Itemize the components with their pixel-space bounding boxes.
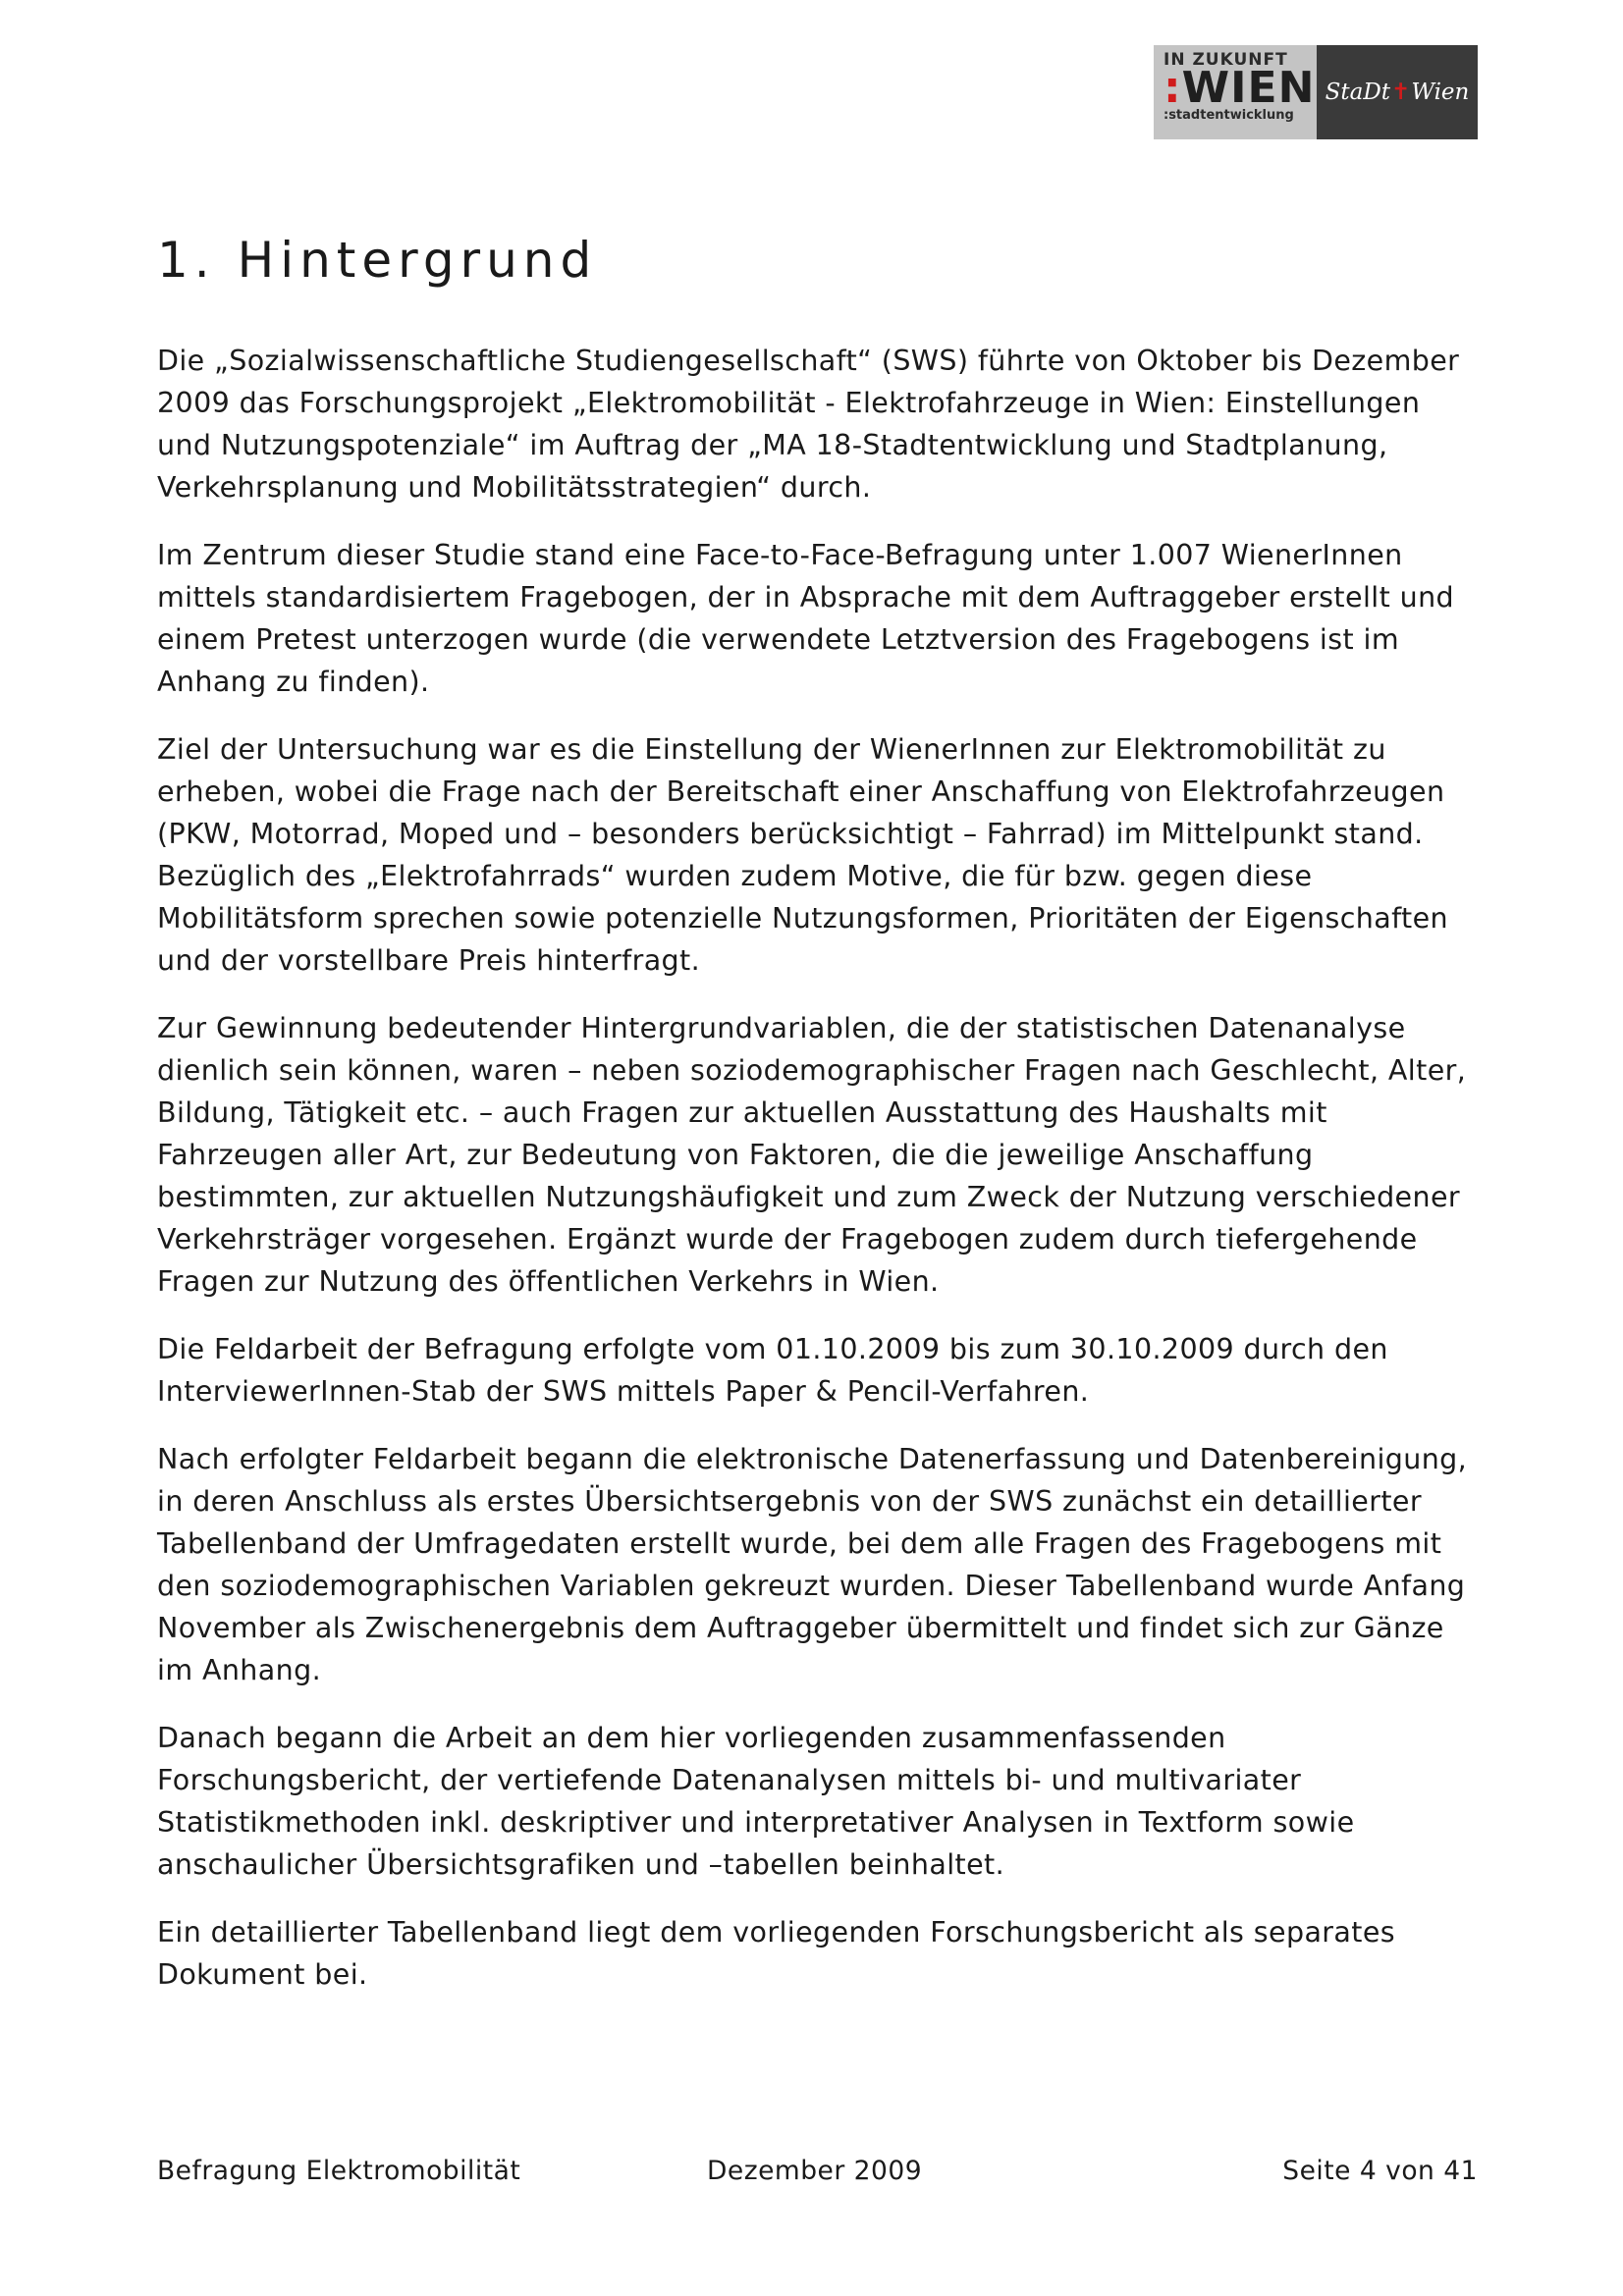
logo-line-zukunft: IN ZUKUNFT <box>1163 50 1288 70</box>
body-text <box>157 340 1483 2021</box>
logo-line-wien <box>1163 63 1316 113</box>
footer-page-number: Seite 4 von 41 <box>1282 2156 1478 2186</box>
logo-cross-icon: ✝ <box>1391 80 1411 105</box>
logo-stadt-text: StaDt <box>1325 80 1391 105</box>
footer-document-title: Befragung Elektromobilität <box>157 2156 521 2186</box>
section-heading: 1. Hintergrund <box>157 232 598 289</box>
footer-date: Dezember 2009 <box>707 2156 923 2186</box>
logo-line-stadtentwicklung: :stadtentwicklung <box>1163 108 1294 123</box>
logo-colon: : <box>1163 63 1182 113</box>
paragraph: Die „Sozialwissenschaftliche Studiengesellschaft“ (SWS) führte von Oktober bis Dezember 2009 das Forschungsprojekt „Elektromobilität - Elektrofahrzeuge in Wien: Einstellungen und Nutzungspotenziale“ im Auftrag der „MA 18-Stadtentwicklung und Stadtplanung, Verkehrsplanung und Mobilitätsstrategien“ durch. <box>157 345 1460 504</box>
logo-wien-right-text: Wien <box>1411 80 1470 105</box>
paragraph: Die Feldarbeit der Befragung erfolgte vom 01.10.2009 bis zum 30.10.2009 durch den InterviewerInnen-Stab der SWS mittels Paper & Pencil-Verfahren. <box>157 1333 1388 1408</box>
logo-stadt-wien <box>1317 45 1478 139</box>
logo-wien-text: WIEN <box>1181 63 1316 113</box>
header-logo <box>1154 45 1478 139</box>
paragraph: Danach begann die Arbeit an dem hier vorliegenden zusammenfassenden Forschungsbericht, der vertiefende Datenanalysen mittels bi- und multivariater Statistikmethoden inkl. deskriptiver und interpretativer Analysen in Textform sowie anschaulicher Übersichtsgrafiken und –tabellen beinhaltet. <box>157 1722 1355 1881</box>
paragraph: Im Zentrum dieser Studie stand eine Face-to-Face-Befragung unter 1.007 WienerInnen mittels standardisiertem Fragebogen, der in Absprache mit dem Auftraggeber erstellt und einem Pretest unterzogen wurde (die verwendete Letztversion des Fragebogens ist im Anhang zu finden). <box>157 539 1455 698</box>
paragraph: Ein detaillierter Tabellenband liegt dem vorliegenden Forschungsbericht als separates Dokument bei. <box>157 1916 1396 1991</box>
paragraph: Nach erfolgter Feldarbeit begann die elektronische Datenerfassung und Datenbereinigung, in deren Anschluss als erstes Übersichtsergebnis von der SWS zunächst ein detaillierter Tabellenband der Umfragedaten erstellt wurde, bei dem alle Fragen des Fragebogens mit den soziodemographischen Variablen gekreuzt wurden. Dieser Tabellenband wurde Anfang November als Zwischenergebnis dem Auftraggeber übermittelt und findet sich zur Gänze im Anhang. <box>157 1443 1468 1686</box>
logo-zukunft-wien <box>1154 45 1317 139</box>
paragraph: Zur Gewinnung bedeutender Hintergrundvariablen, die der statistischen Datenanalyse dienlich sein können, waren – neben soziodemographischer Fragen nach Geschlecht, Alter, Bildung, Tätigkeit etc. – auch Fragen zur aktuellen Ausstattung des Haushalts mit Fahrzeugen aller Art, zur Bedeutung von Faktoren, die die jeweilige Anschaffung bestimmten, zur aktuellen Nutzungshäufigkeit und zum Zweck der Nutzung verschiedener Verkehrsträger vorgesehen. Ergänzt wurde der Fragebogen zudem durch tiefergehende Fragen zur Nutzung des öffentlichen Verkehrs in Wien. <box>157 1012 1467 1298</box>
paragraph: Ziel der Untersuchung war es die Einstellung der WienerInnen zur Elektromobilität zu erheben, wobei die Frage nach der Bereitschaft einer Anschaffung von Elektrofahrzeugen (PKW, Motorrad, Moped und – besonders berücksichtigt – Fahrrad) im Mittelpunkt stand. Bezüglich des „Elektrofahrrads“ wurden zudem Motive, die für bzw. gegen diese Mobilitätsform sprechen sowie potenzielle Nutzungsformen, Prioritäten der Eigenschaften und der vorstellbare Preis hinterfragt. <box>157 733 1449 977</box>
